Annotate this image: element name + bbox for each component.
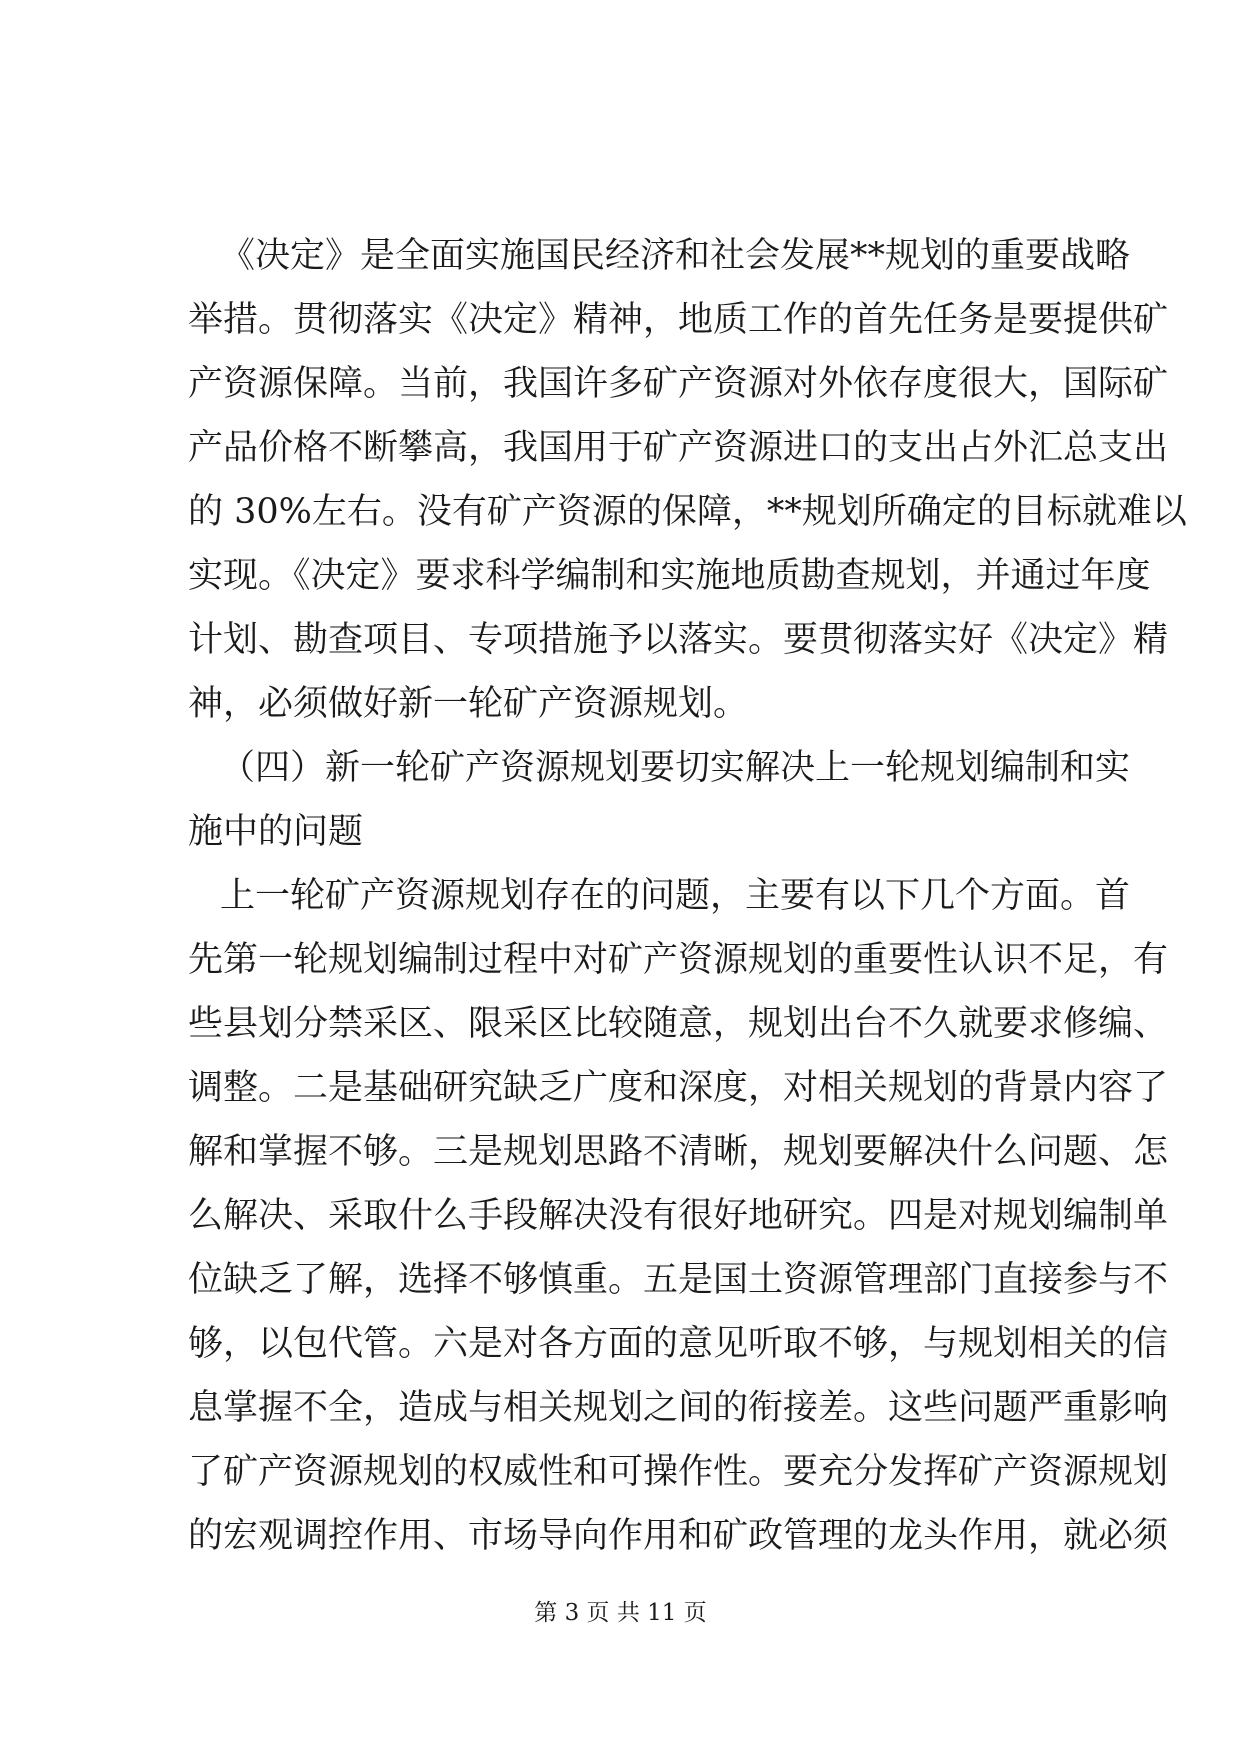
text-line: 产资源保障。当前，我国许多矿产资源对外依存度很大，国际矿 (188, 364, 1169, 404)
text-line: 解和掌握不够。三是规划思路不清晰，规划要解决什么问题、怎 (188, 1132, 1169, 1172)
page-number-footer: 第 3 页 共 11 页 (534, 1600, 707, 1626)
text-line: 息掌握不全，造成与相关规划之间的衔接差。这些问题严重影响 (188, 1388, 1169, 1428)
text-line: 位缺乏了解，选择不够慎重。五是国土资源管理部门直接参与不 (188, 1260, 1169, 1300)
text-line: 些县划分禁采区、限采区比较随意，规划出台不久就要求修编、 (188, 1004, 1169, 1044)
text-line: 神，必须做好新一轮矿产资源规划。 (188, 684, 749, 724)
text-line: 举措。贯彻落实《决定》精神，地质工作的首先任务是要提供矿 (188, 300, 1169, 340)
document-body (188, 224, 1187, 1568)
text-line: 上一轮矿产资源规划存在的问题，主要有以下几个方面。首 (220, 876, 1131, 916)
text-line: 计划、勘查项目、专项措施予以落实。要贯彻落实好《决定》精 (188, 620, 1169, 660)
text-line: 实现。《决定》要求科学编制和实施地质勘查规划，并通过年度 (188, 556, 1151, 596)
section-heading-line: （四）新一轮矿产资源规划要切实解决上一轮规划编制和实 (220, 748, 1131, 788)
text-line: 《决定》是全面实施国民经济和社会发展**规划的重要战略 (220, 236, 1131, 276)
text-line: 够，以包代管。六是对各方面的意见听取不够，与规划相关的信 (188, 1324, 1169, 1364)
text-line: 产品价格不断攀高，我国用于矿产资源进口的支出占外汇总支出 (188, 428, 1169, 468)
text-line: 了矿产资源规划的权威性和可操作性。要充分发挥矿产资源规划 (188, 1452, 1169, 1492)
section-heading-line: 施中的问题 (188, 812, 364, 852)
text-line: 么解决、采取什么手段解决没有很好地研究。四是对规划编制单 (188, 1196, 1169, 1236)
text-line: 的宏观调控作用、市场导向作用和矿政管理的龙头作用，就必须 (188, 1516, 1169, 1556)
text-line: 的 30%左右。没有矿产资源的保障，**规划所确定的目标就难以 (188, 492, 1187, 532)
text-line: 先第一轮规划编制过程中对矿产资源规划的重要性认识不足，有 (188, 940, 1169, 980)
text-line: 调整。二是基础研究缺乏广度和深度，对相关规划的背景内容了 (188, 1068, 1169, 1108)
